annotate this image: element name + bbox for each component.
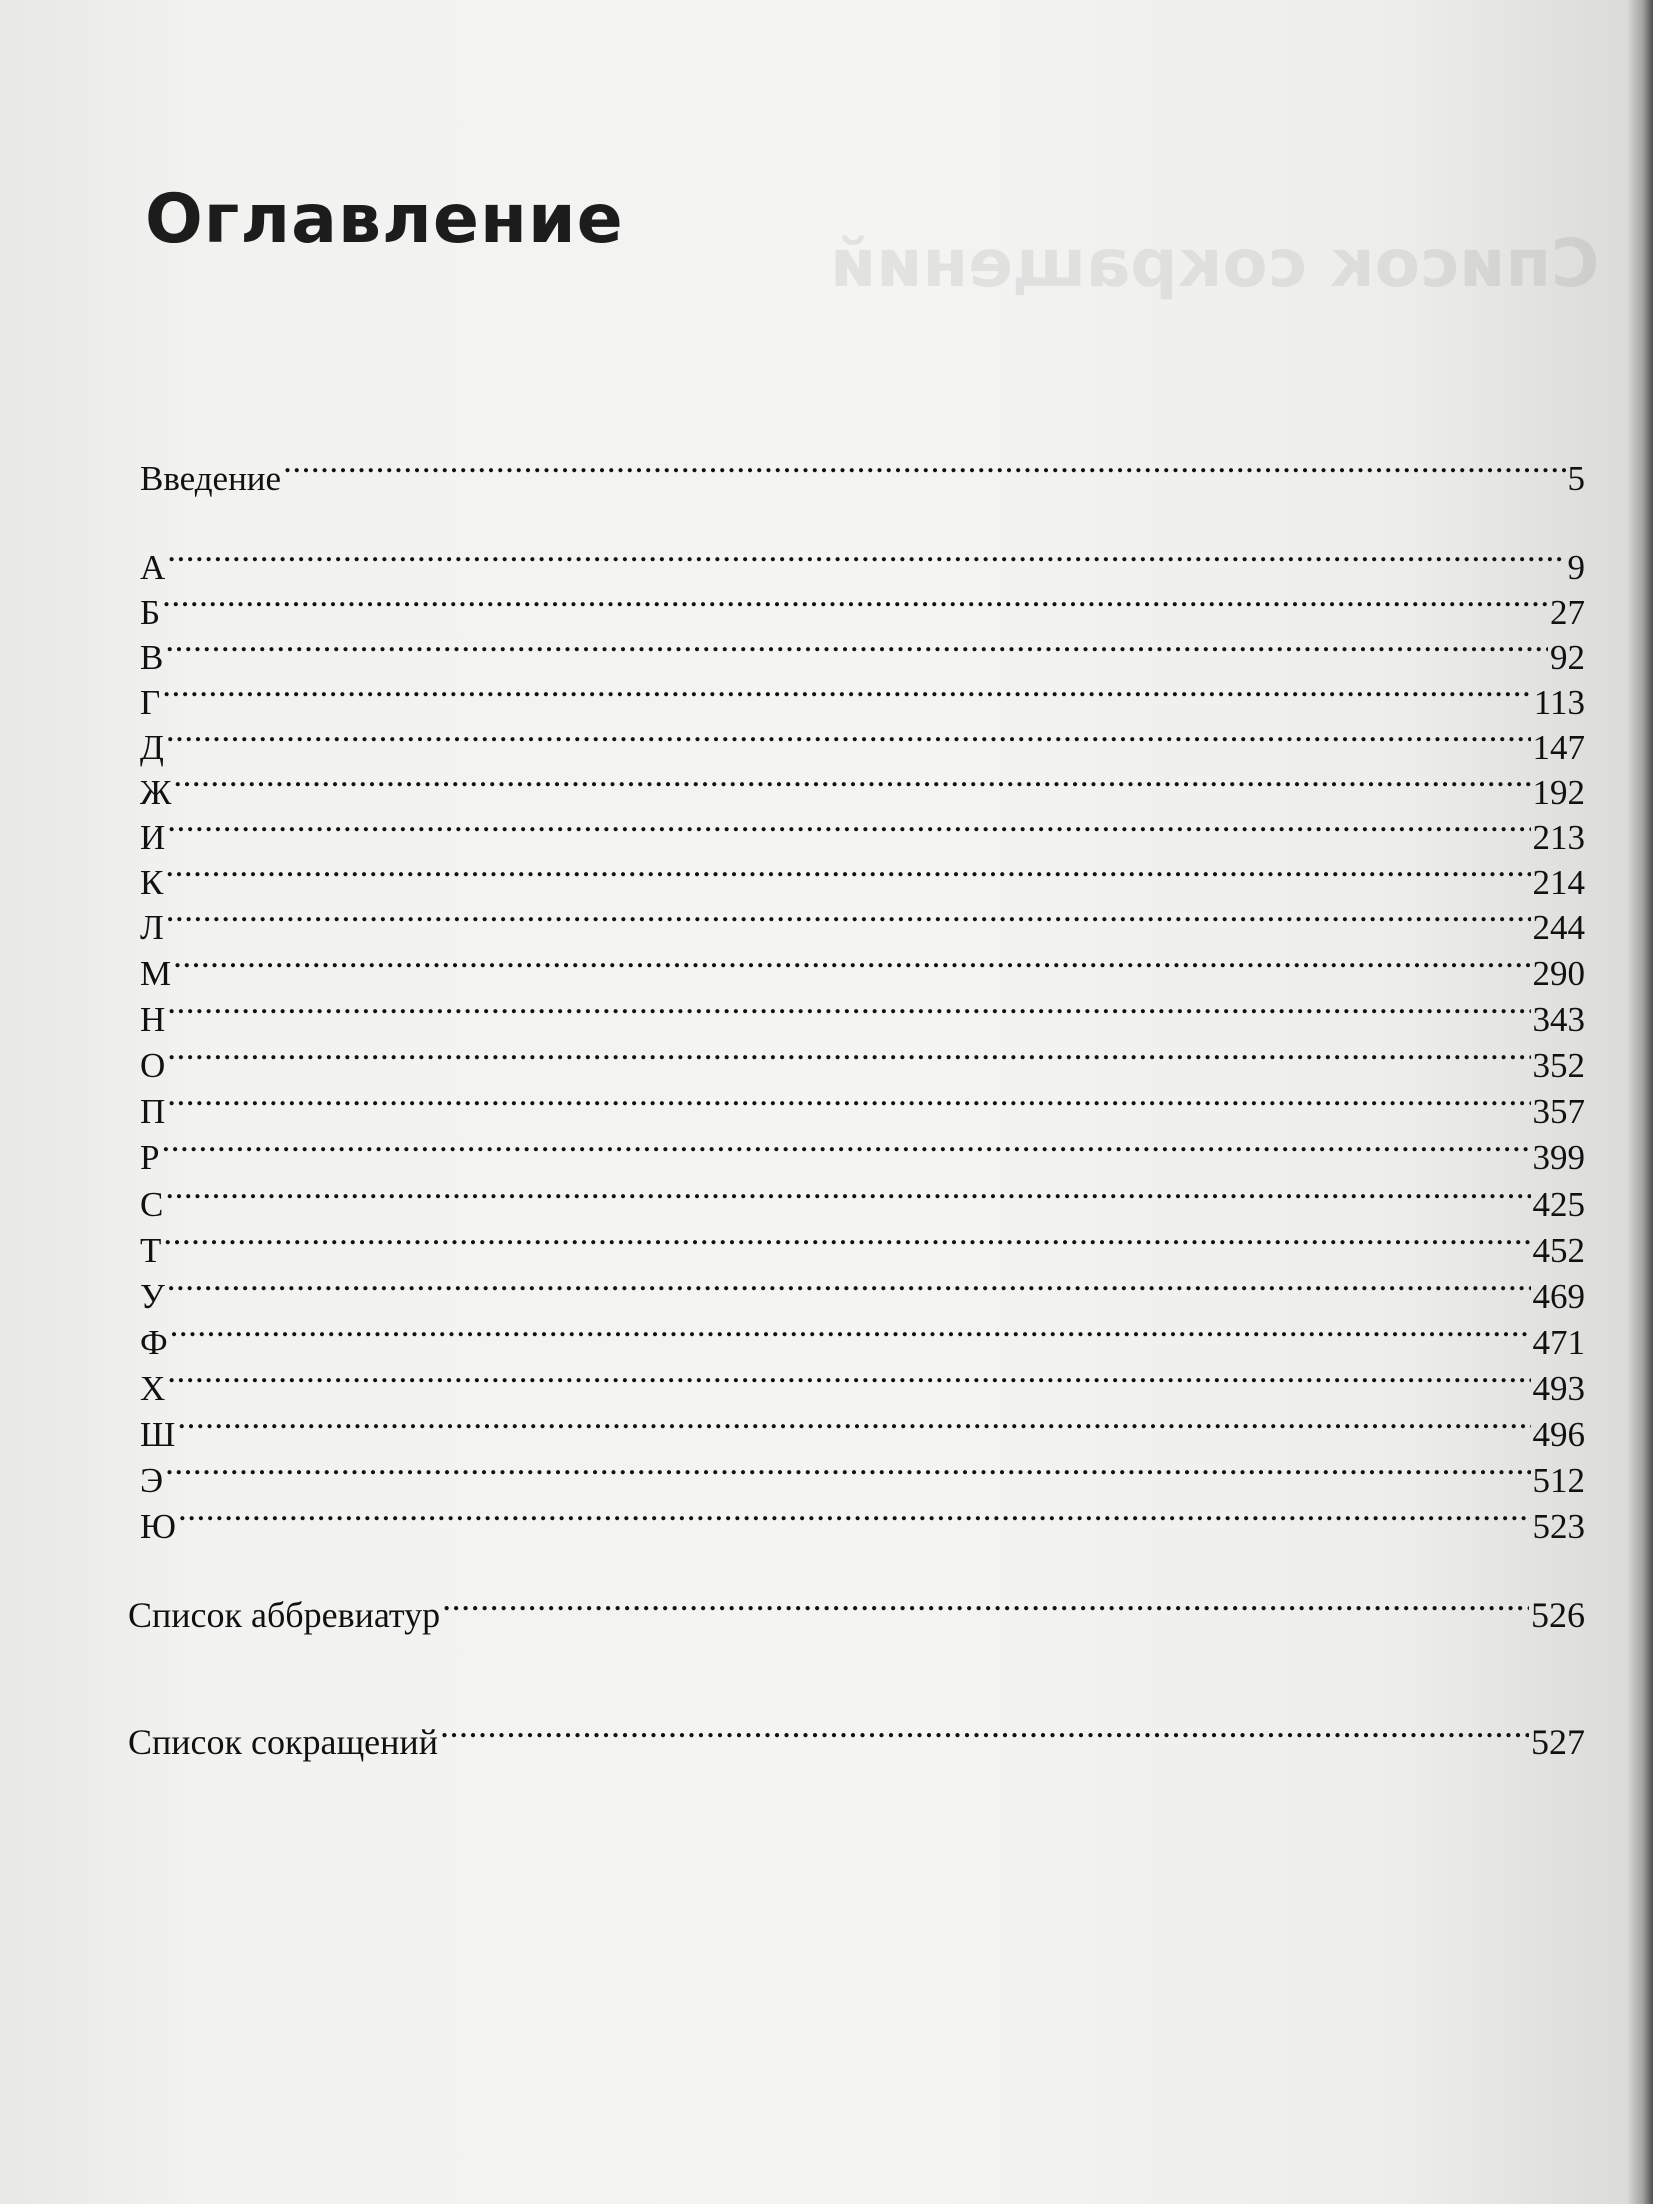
toc-entry-page: 192 <box>1532 773 1585 812</box>
toc-entry-label: Э <box>140 1461 164 1500</box>
page-title: Оглавление <box>145 180 624 259</box>
dot-leader <box>167 1033 1530 1077</box>
dot-leader <box>178 1494 1531 1538</box>
toc-entry-label: Т <box>140 1231 162 1270</box>
toc-entry-label: У <box>140 1277 165 1316</box>
toc-entry-page: 399 <box>1532 1138 1585 1177</box>
toc-entry-page: 27 <box>1550 593 1585 632</box>
toc-entry-label: С <box>140 1185 164 1224</box>
dot-leader <box>167 987 1530 1031</box>
toc-entry-page: 471 <box>1532 1323 1585 1362</box>
dot-leader <box>167 535 1565 579</box>
toc-entry-label: Ш <box>140 1415 176 1454</box>
toc-entry-page: 425 <box>1532 1185 1585 1224</box>
dot-leader <box>167 805 1530 849</box>
toc-entry-label: Р <box>140 1138 160 1177</box>
toc-entry-yu[interactable] <box>140 1494 1585 1549</box>
toc-entry-page: 214 <box>1532 863 1585 902</box>
toc-entry-label: Ю <box>140 1507 176 1546</box>
toc-entry-label: Л <box>140 908 164 947</box>
dot-leader <box>283 446 1565 490</box>
toc-entry-intro[interactable] <box>140 446 1585 501</box>
toc-entry-page: 493 <box>1532 1369 1585 1408</box>
toc-entry-abbreviations[interactable] <box>128 1583 1585 1637</box>
dot-leader <box>166 895 1531 939</box>
toc-entry-label: В <box>140 638 164 677</box>
toc-entry-label: И <box>140 818 166 857</box>
toc-entry-page: 352 <box>1532 1046 1585 1085</box>
toc-entry-page: 9 <box>1567 548 1585 587</box>
dot-leader <box>161 1125 1530 1169</box>
toc-entry-label: А <box>140 548 166 587</box>
toc-entry-page: 523 <box>1532 1507 1585 1546</box>
page-edge-shadow <box>1627 0 1653 2204</box>
toc-entry-label: Н <box>140 1000 166 1039</box>
dot-leader <box>442 1583 1529 1627</box>
toc-entry-page: 512 <box>1532 1461 1585 1500</box>
toc-entry-label: Список сокращений <box>128 1722 438 1762</box>
toc-entry-contractions[interactable] <box>128 1710 1585 1764</box>
dot-leader <box>177 1402 1530 1446</box>
dot-leader <box>165 850 1530 894</box>
toc-entry-page: 452 <box>1532 1231 1585 1270</box>
toc-entry-label: Д <box>140 728 164 767</box>
toc-entry-label: Введение <box>140 459 282 498</box>
toc-entry-page: 5 <box>1567 459 1585 498</box>
dot-leader <box>165 1172 1530 1216</box>
dot-leader <box>167 1079 1530 1123</box>
toc-entry-page: 244 <box>1532 908 1585 947</box>
toc-entry-page: 496 <box>1532 1415 1585 1454</box>
dot-leader <box>173 760 1530 804</box>
toc-entry-label: Г <box>140 683 161 722</box>
dot-leader <box>170 1310 1531 1354</box>
dot-leader <box>167 1264 1531 1308</box>
toc-entry-label: Список аббревиатур <box>128 1595 441 1635</box>
toc-entry-label: Ф <box>140 1323 168 1362</box>
toc-entry-label: К <box>140 863 164 902</box>
dot-leader <box>162 580 1548 624</box>
toc-entry-page: 526 <box>1531 1595 1585 1635</box>
toc-entry-label: Х <box>140 1369 166 1408</box>
toc-entry-page: 147 <box>1532 728 1585 767</box>
dot-leader <box>163 1218 1530 1262</box>
bleed-through-heading: Список сокращений <box>830 225 1600 302</box>
dot-leader <box>173 941 1530 985</box>
toc-entry-page: 92 <box>1550 638 1585 677</box>
dot-leader <box>162 670 1532 714</box>
toc-entry-page: 343 <box>1532 1000 1585 1039</box>
dot-leader <box>165 625 1548 669</box>
toc-entry-label: П <box>140 1092 166 1131</box>
toc-entry-page: 213 <box>1532 818 1585 857</box>
toc-entry-page: 357 <box>1532 1092 1585 1131</box>
dot-leader <box>440 1710 1529 1754</box>
toc-entry-page: 113 <box>1533 683 1585 722</box>
toc-entry-label: М <box>140 954 172 993</box>
toc-entry-label: О <box>140 1046 166 1085</box>
toc-entry-label: Ж <box>140 773 172 812</box>
toc-entry-page: 527 <box>1531 1722 1585 1762</box>
dot-leader <box>167 1356 1530 1400</box>
toc-entry-page: 290 <box>1532 954 1585 993</box>
toc-entry-page: 469 <box>1532 1277 1585 1316</box>
toc-entry-label: Б <box>140 593 161 632</box>
dot-leader <box>165 1448 1530 1492</box>
dot-leader <box>166 715 1531 759</box>
